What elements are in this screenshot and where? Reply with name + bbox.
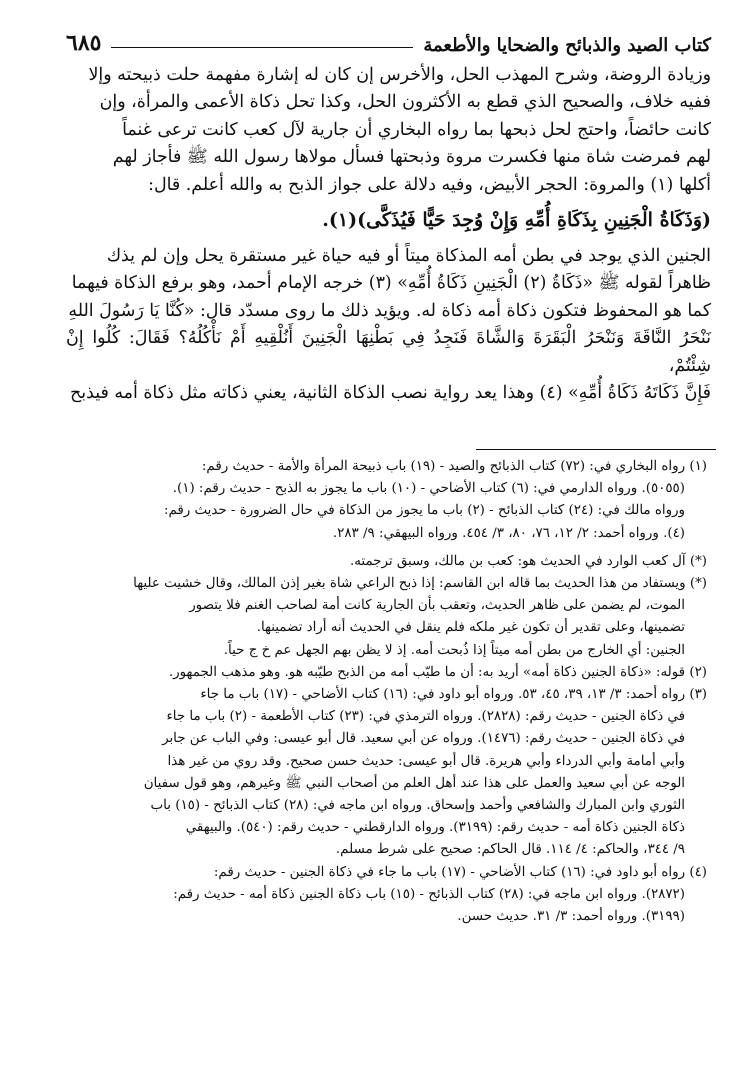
footnote-line: في ذكاة الجنين - حديث رقم: (٢٨٢٨). ورواه الترمذي في: (٢٣) كتاب الأطعمة - (٢) باب ما جاء bbox=[166, 709, 685, 725]
text-line: كانت حائضاً، واحتج لحل ذبحها بما رواه البخاري أن جارية لآل كعب كانت ترعى غنماً bbox=[122, 119, 711, 140]
footnote-line: الجنين: أي الخارج من بطن أمه ميتاً إذا ذُبحت أمه. إذ لا يظن بهم الجهل عم خ ج حياً. bbox=[223, 642, 685, 658]
running-header bbox=[66, 22, 711, 56]
page-number: ٦٨٥ bbox=[66, 30, 102, 56]
footnote-line: في ذكاة الجنين - حديث رقم: (١٤٧٦). ورواه عن أبي سعيد. قال أبو عيسى: وفي الباب عن جابر bbox=[162, 731, 685, 747]
footnote-line: (٥٠٥٥). ورواه الدارمي في: (٦) كتاب الأضاحي - (١٠) باب ما يجوز به الذبح - حديث رقم: (١). bbox=[172, 481, 685, 497]
footnote-1: (١) رواه البخاري في: (٧٢) كتاب الذبائح والصيد - (١٩) باب ذبيحة المرأة والأمة - حديث رقم: bbox=[201, 459, 707, 474]
footnote-line: ذكاة الجنين ذكاة أمه - حديث رقم: (٣١٩٩). ورواه الدارقطني - حديث رقم: (٥٤٠). والبيهقي bbox=[185, 820, 685, 836]
text-line: لهم فمرضت شاة منها فكسرت مروة وذبحتها فسأل مولاها رسول الله ﷺ فأجاز لهم bbox=[112, 147, 711, 168]
footnote-line: (٤). ورواه أحمد: ٢/ ١٢، ٧٦، ٨٠، ٣/ ٤٥٤. ورواه البيهقي: ٩/ ٢٨٣. bbox=[332, 525, 685, 541]
footnote-4: (٤) رواه أبو داود في: (١٦) كتاب الأضاحي - (١٧) باب ما جاء في ذكاة الجنين - حديث رقم: bbox=[213, 864, 707, 880]
text-line: ففيه خلاف، والصحيح الذي قطع به الأكثرون الحل، وكذا تحل ذكاة الأعمى والمرأة، وإن bbox=[99, 92, 711, 113]
footnote-line: الثوري وابن المبارك والشافعي وأحمد وإسحاق. ورواه ابن ماجه في: (٢٨) كتاب الذبائح - (١٥) باب bbox=[150, 798, 685, 814]
text-line: أكلها (١) والمروة: الحجر الأبيض، وفيه دلالة على جواز الذبح به والله أعلم. قال: bbox=[148, 174, 711, 195]
main-text bbox=[66, 62, 711, 407]
footnote-star-2: (*) ويستفاد من هذا الحديث بما قاله ابن القاسم: إذا ذبح الراعي شاة بغير إذن المالك، وقال خشيت عليها bbox=[133, 576, 707, 592]
text-line: الجنين الذي يوجد في بطن أمه المذكاة ميتاً أو فيه حياة غير مستقرة يحل وإن لم يذك bbox=[106, 246, 711, 267]
footnotes bbox=[66, 456, 707, 928]
footnote-3: (٣) رواه أحمد: ٣/ ١٣، ٣٩، ٤٥، ٥٣. ورواه أبو داود في: (١٦) كتاب الأضاحي - (١٧) باب ما جاء bbox=[200, 687, 707, 703]
header-rule bbox=[111, 47, 413, 48]
footnote-divider bbox=[476, 449, 716, 450]
text-line: نَنْحَرُ النَّاقَةَ وَنَنْحَرُ الْبَقَرَةَ وَالشَّاةَ فَنَجِدُ فِي بَطْنِهَا الْجَنِينَ أَنُلْقِيهِ أَمْ نَأْكُلُهُ؟ فَقَالَ: كُلُوا إِنْ شِئْتُمْ، bbox=[66, 328, 711, 376]
footnote-line: الموت، لم يضمن على ظاهر الحديث، وتعقب بأن الجارية كانت أمة لصاحب الغنم فلا يتصور bbox=[189, 598, 685, 614]
footnote-line: تضمينها، وعلى تقدير أن تكون غير ملكه فلم ينقل في الحديث أنه أراد تضمينها. bbox=[256, 620, 685, 636]
text-line: كما هو المحفوظ فتكون ذكاة أمه ذكاة له. ويؤيد ذلك ما روى مسدّد قال: «كُنَّا يَا رَسُولَ اللهِ bbox=[68, 300, 711, 321]
header-title: كتاب الصيد والذبائح والضحايا والأطعمة bbox=[423, 35, 711, 56]
footnote-star-1: (*) آل كعب الوارد في الحديث هو: كعب بن مالك، وسبق ترجمته. bbox=[349, 553, 707, 569]
footnote-2: (٢) قوله: «ذكاة الجنين ذكاة أمه» أريد به: أن ما طيّب أمه من الذبح طيّبه هو. وهو مذهب الجمهور. bbox=[168, 664, 707, 680]
footnote-line: وأبي أمامة وأبي الدرداء وأبي هريرة. قال أبو عيسى: حديث حسن صحيح. وقد روي من غير هذا bbox=[167, 753, 685, 769]
footnote-line: الوجه عن أبي سعيد والعمل على هذا عند أهل العلم من أصحاب النبي ﷺ وغيرهم، وهو قول سفيان bbox=[143, 775, 685, 791]
text-line: ظاهراً لقوله ﷺ «ذَكَاةُ (٢) الْجَنِينِ ذَكَاةُ أُمِّهِ» (٣) خرجه الإمام أحمد، وهو برفع الذكاة فيهما bbox=[71, 273, 711, 294]
matn-verse: (وَذَكَاةُ الْجَنِينِ بِذَكَاةِ أُمِّهِ وَإِنْ وُجِدَ حَيًّا فَيُذَكَّى)(١). bbox=[322, 209, 711, 232]
text-line: وزيادة الروضة، وشرح المهذب الحل، والأخرس إن كان له إشارة مفهمة حلت ذبيحته وإلا bbox=[88, 65, 711, 85]
text-line: فَإِنَّ ذَكَاتَهُ ذَكَاةُ أُمِّهِ» (٤) وهذا يعد رواية نصب الذكاة الثانية، يعني ذكاته مثل ذكاة أمه فيذبح bbox=[70, 383, 711, 404]
footnote-line: ٩/ ٣٤٤، والحاكم: ٤/ ١١٤. قال الحاكم: صحيح على شرط مسلم. bbox=[335, 842, 685, 858]
footnote-line: (٢٨٧٢). ورواه ابن ماجه في: (٢٨) كتاب الذبائح - (١٥) باب ذكاة الجنين ذكاة أمه - حديث رقم: bbox=[173, 886, 685, 902]
footnote-line: ورواه مالك في: (٢٤) كتاب الذبائح - (٢) باب ما يجوز من الذكاة في حال الضرورة - حديث رقم: bbox=[163, 503, 685, 519]
footnote-line: (٣١٩٩). ورواه أحمد: ٣/ ٣١. حديث حسن. bbox=[457, 909, 685, 925]
